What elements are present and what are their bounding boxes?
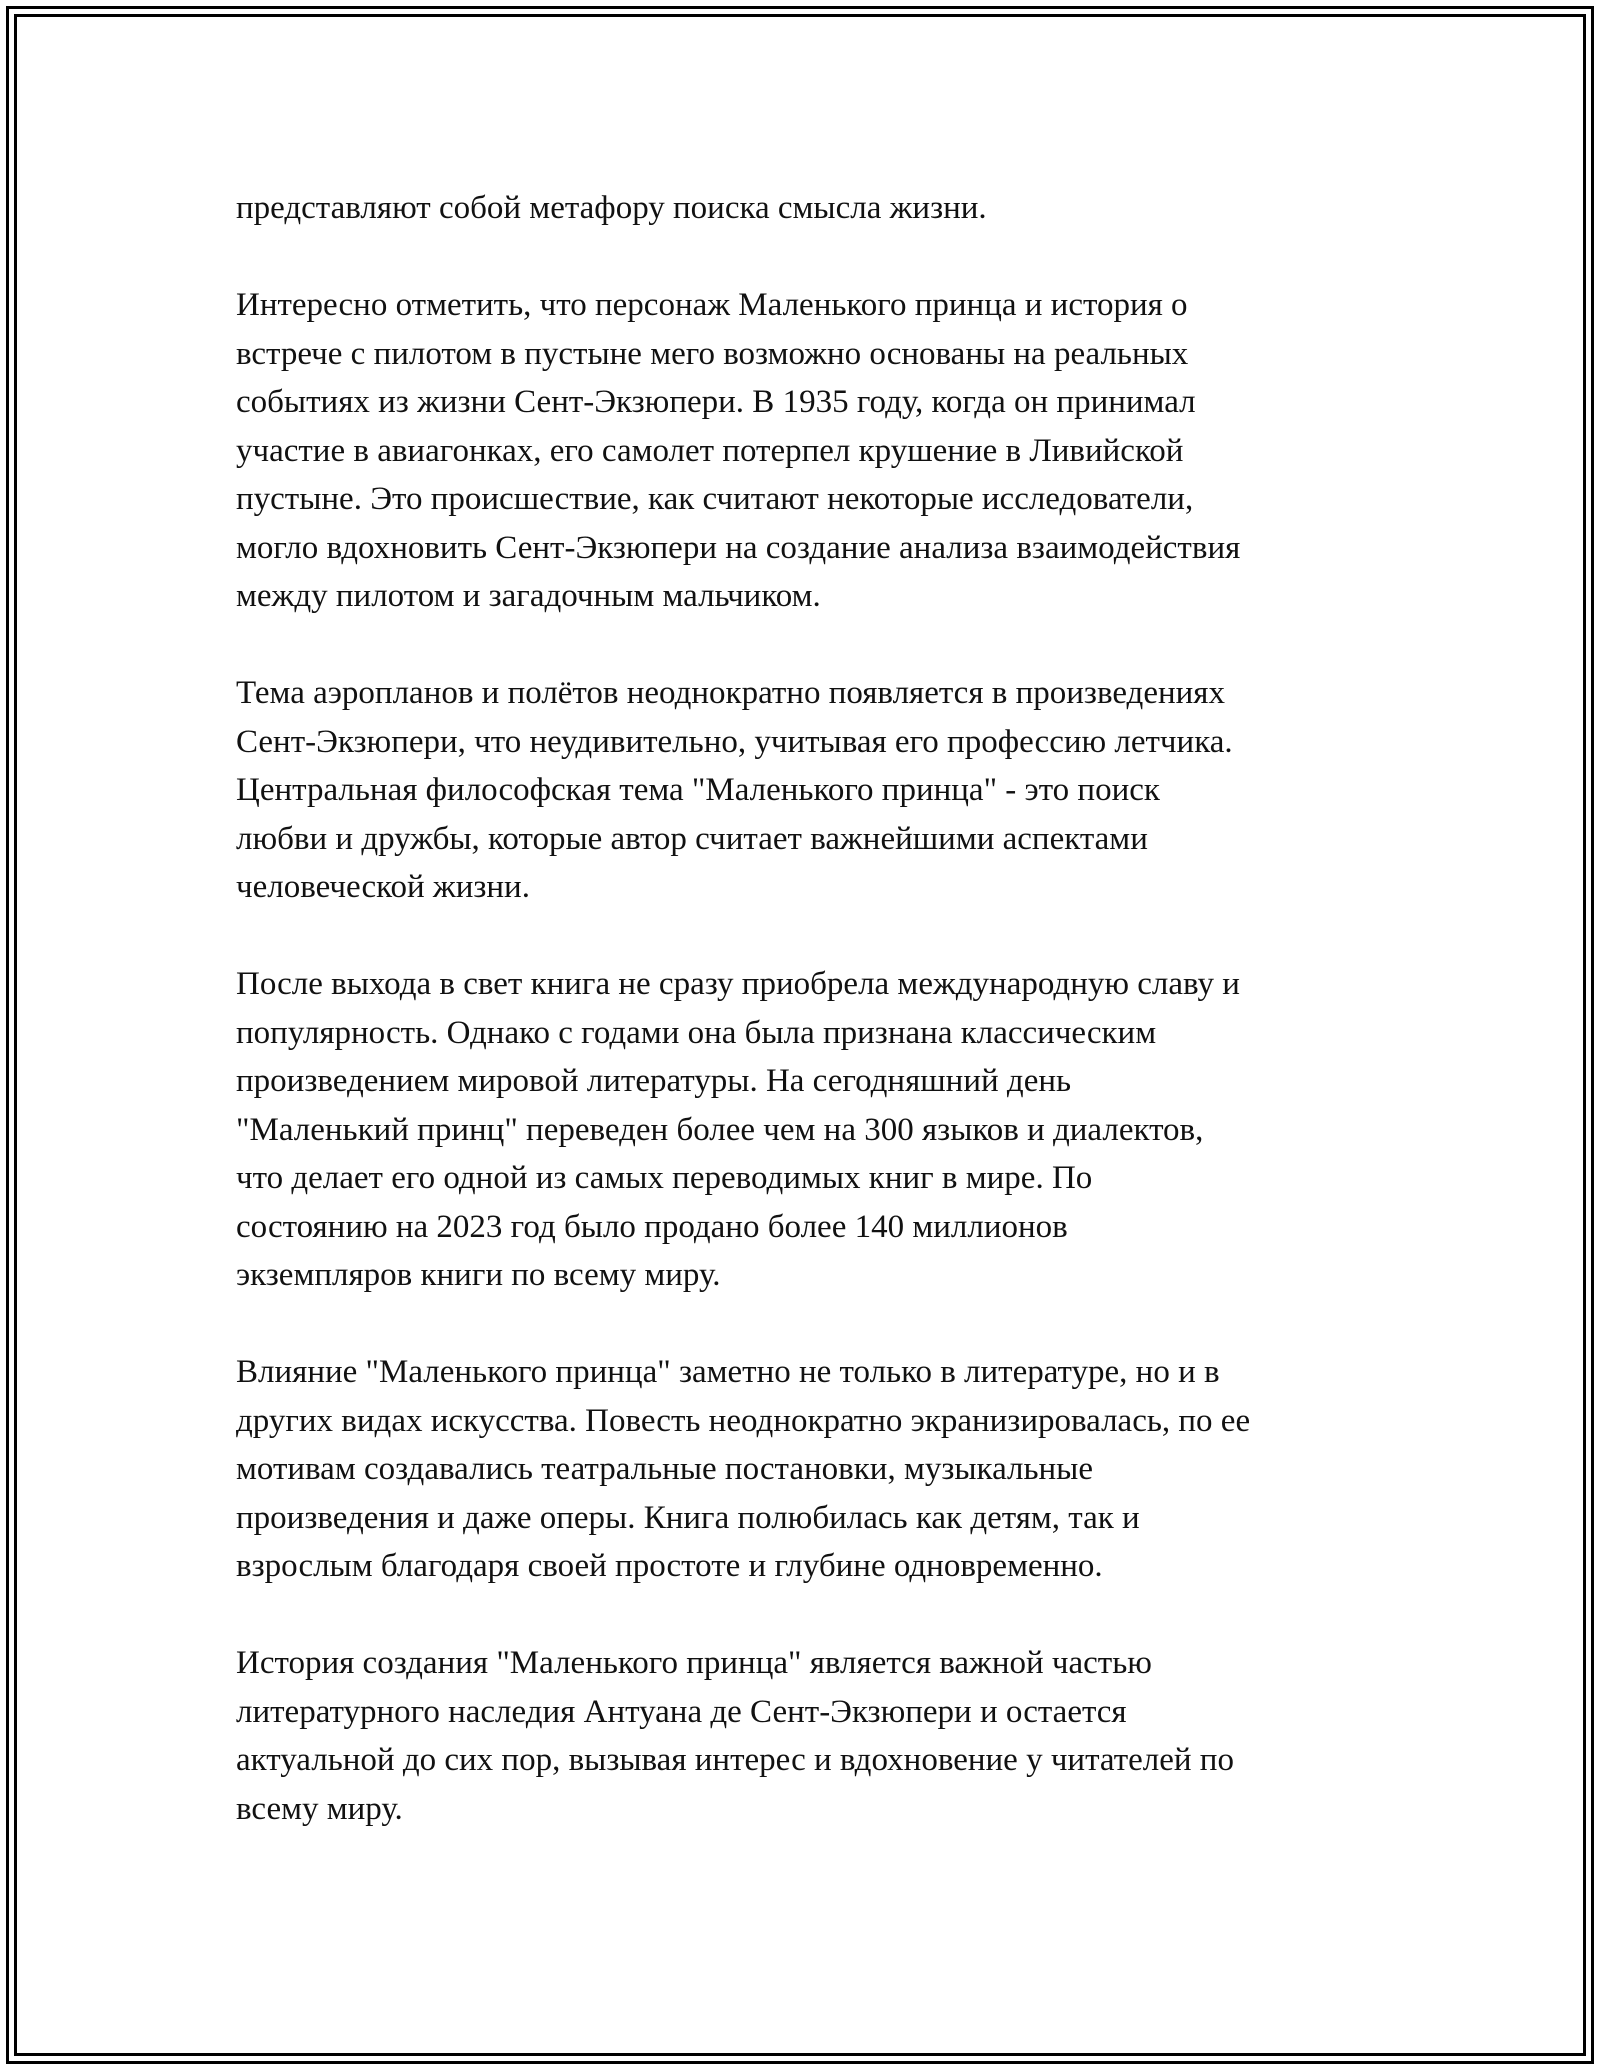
text-line: актуальной до сих пор, вызывая интерес и вдохновение у читателей по xyxy=(236,1742,1234,1778)
paragraph-5 xyxy=(236,1348,1396,1591)
text-line: состоянию на 2023 год было продано более 140 миллионов xyxy=(236,1208,1068,1245)
paragraph-6 xyxy=(236,1639,1396,1833)
text-line: человеческой жизни. xyxy=(236,869,530,905)
text-line: любви и дружбы, которые автор считает важнейшими аспектами xyxy=(236,820,1148,857)
text-line: Тема аэропланов и полётов неоднократно появляется в произведениях xyxy=(236,675,1225,711)
text-line: Влияние "Маленького принца" заметно не только в литературе, но и в xyxy=(236,1354,1220,1390)
paragraph-1 xyxy=(236,184,1396,233)
text-line: Центральная философская тема "Маленького принца" - это поиск xyxy=(236,772,1160,808)
text-line: "Маленький принц" переведен более чем на 300 языков и диалектов, xyxy=(236,1111,1204,1148)
paragraph-2 xyxy=(236,281,1396,621)
text-line: литературного наследия Антуана де Сент-Экзюпери и остается xyxy=(236,1693,1127,1730)
text-line: Интересно отметить, что персонаж Маленького принца и история о xyxy=(236,287,1188,323)
text-line: взрослым благодаря своей простоте и глубине одновременно. xyxy=(236,1548,1103,1584)
text-line: мотивам создавались театральные постановки, музыкальные xyxy=(236,1451,1094,1487)
text-line: пустыне. Это происшествие, как считают некоторые исследователи, xyxy=(236,481,1194,517)
text-line: представляют собой метафору поиска смысла жизни. xyxy=(236,190,987,226)
paragraph-3 xyxy=(236,669,1396,912)
text-line: событиях из жизни Сент-Экзюпери. В 1935 году, когда он принимал xyxy=(236,384,1196,420)
text-line: История создания "Маленького принца" является важной частью xyxy=(236,1645,1152,1681)
text-line: между пилотом и загадочным мальчиком. xyxy=(236,578,821,614)
text-line: экземпляров книги по всему миру. xyxy=(236,1257,721,1293)
text-line: Сент-Экзюпери, что неудивительно, учитывая его профессию летчика. xyxy=(236,723,1233,760)
paragraph-4 xyxy=(236,960,1396,1300)
text-line: произведения и даже оперы. Книга полюбилась как детям, так и xyxy=(236,1499,1140,1536)
text-line: произведением мировой литературы. На сегодняшний день xyxy=(236,1063,1072,1099)
text-line: что делает его одной из самых переводимых книг в мире. По xyxy=(236,1160,1093,1196)
text-line: встрече с пилотом в пустыне мего возможно основаны на реальных xyxy=(236,335,1189,372)
text-line: После выхода в свет книга не сразу приобрела международную славу и xyxy=(236,966,1240,1002)
text-line: участие в авиагонках, его самолет потерпел крушение в Ливийской xyxy=(236,432,1184,469)
text-line: популярность. Однако с годами она была признана классическим xyxy=(236,1014,1157,1051)
text-line: могло вдохновить Сент-Экзюпери на создание анализа взаимодействия xyxy=(236,529,1241,566)
document-body xyxy=(236,184,1396,1833)
text-line: всему миру. xyxy=(236,1790,403,1827)
text-line: других видах искусства. Повесть неоднократно экранизировалась, по ее xyxy=(236,1402,1251,1439)
